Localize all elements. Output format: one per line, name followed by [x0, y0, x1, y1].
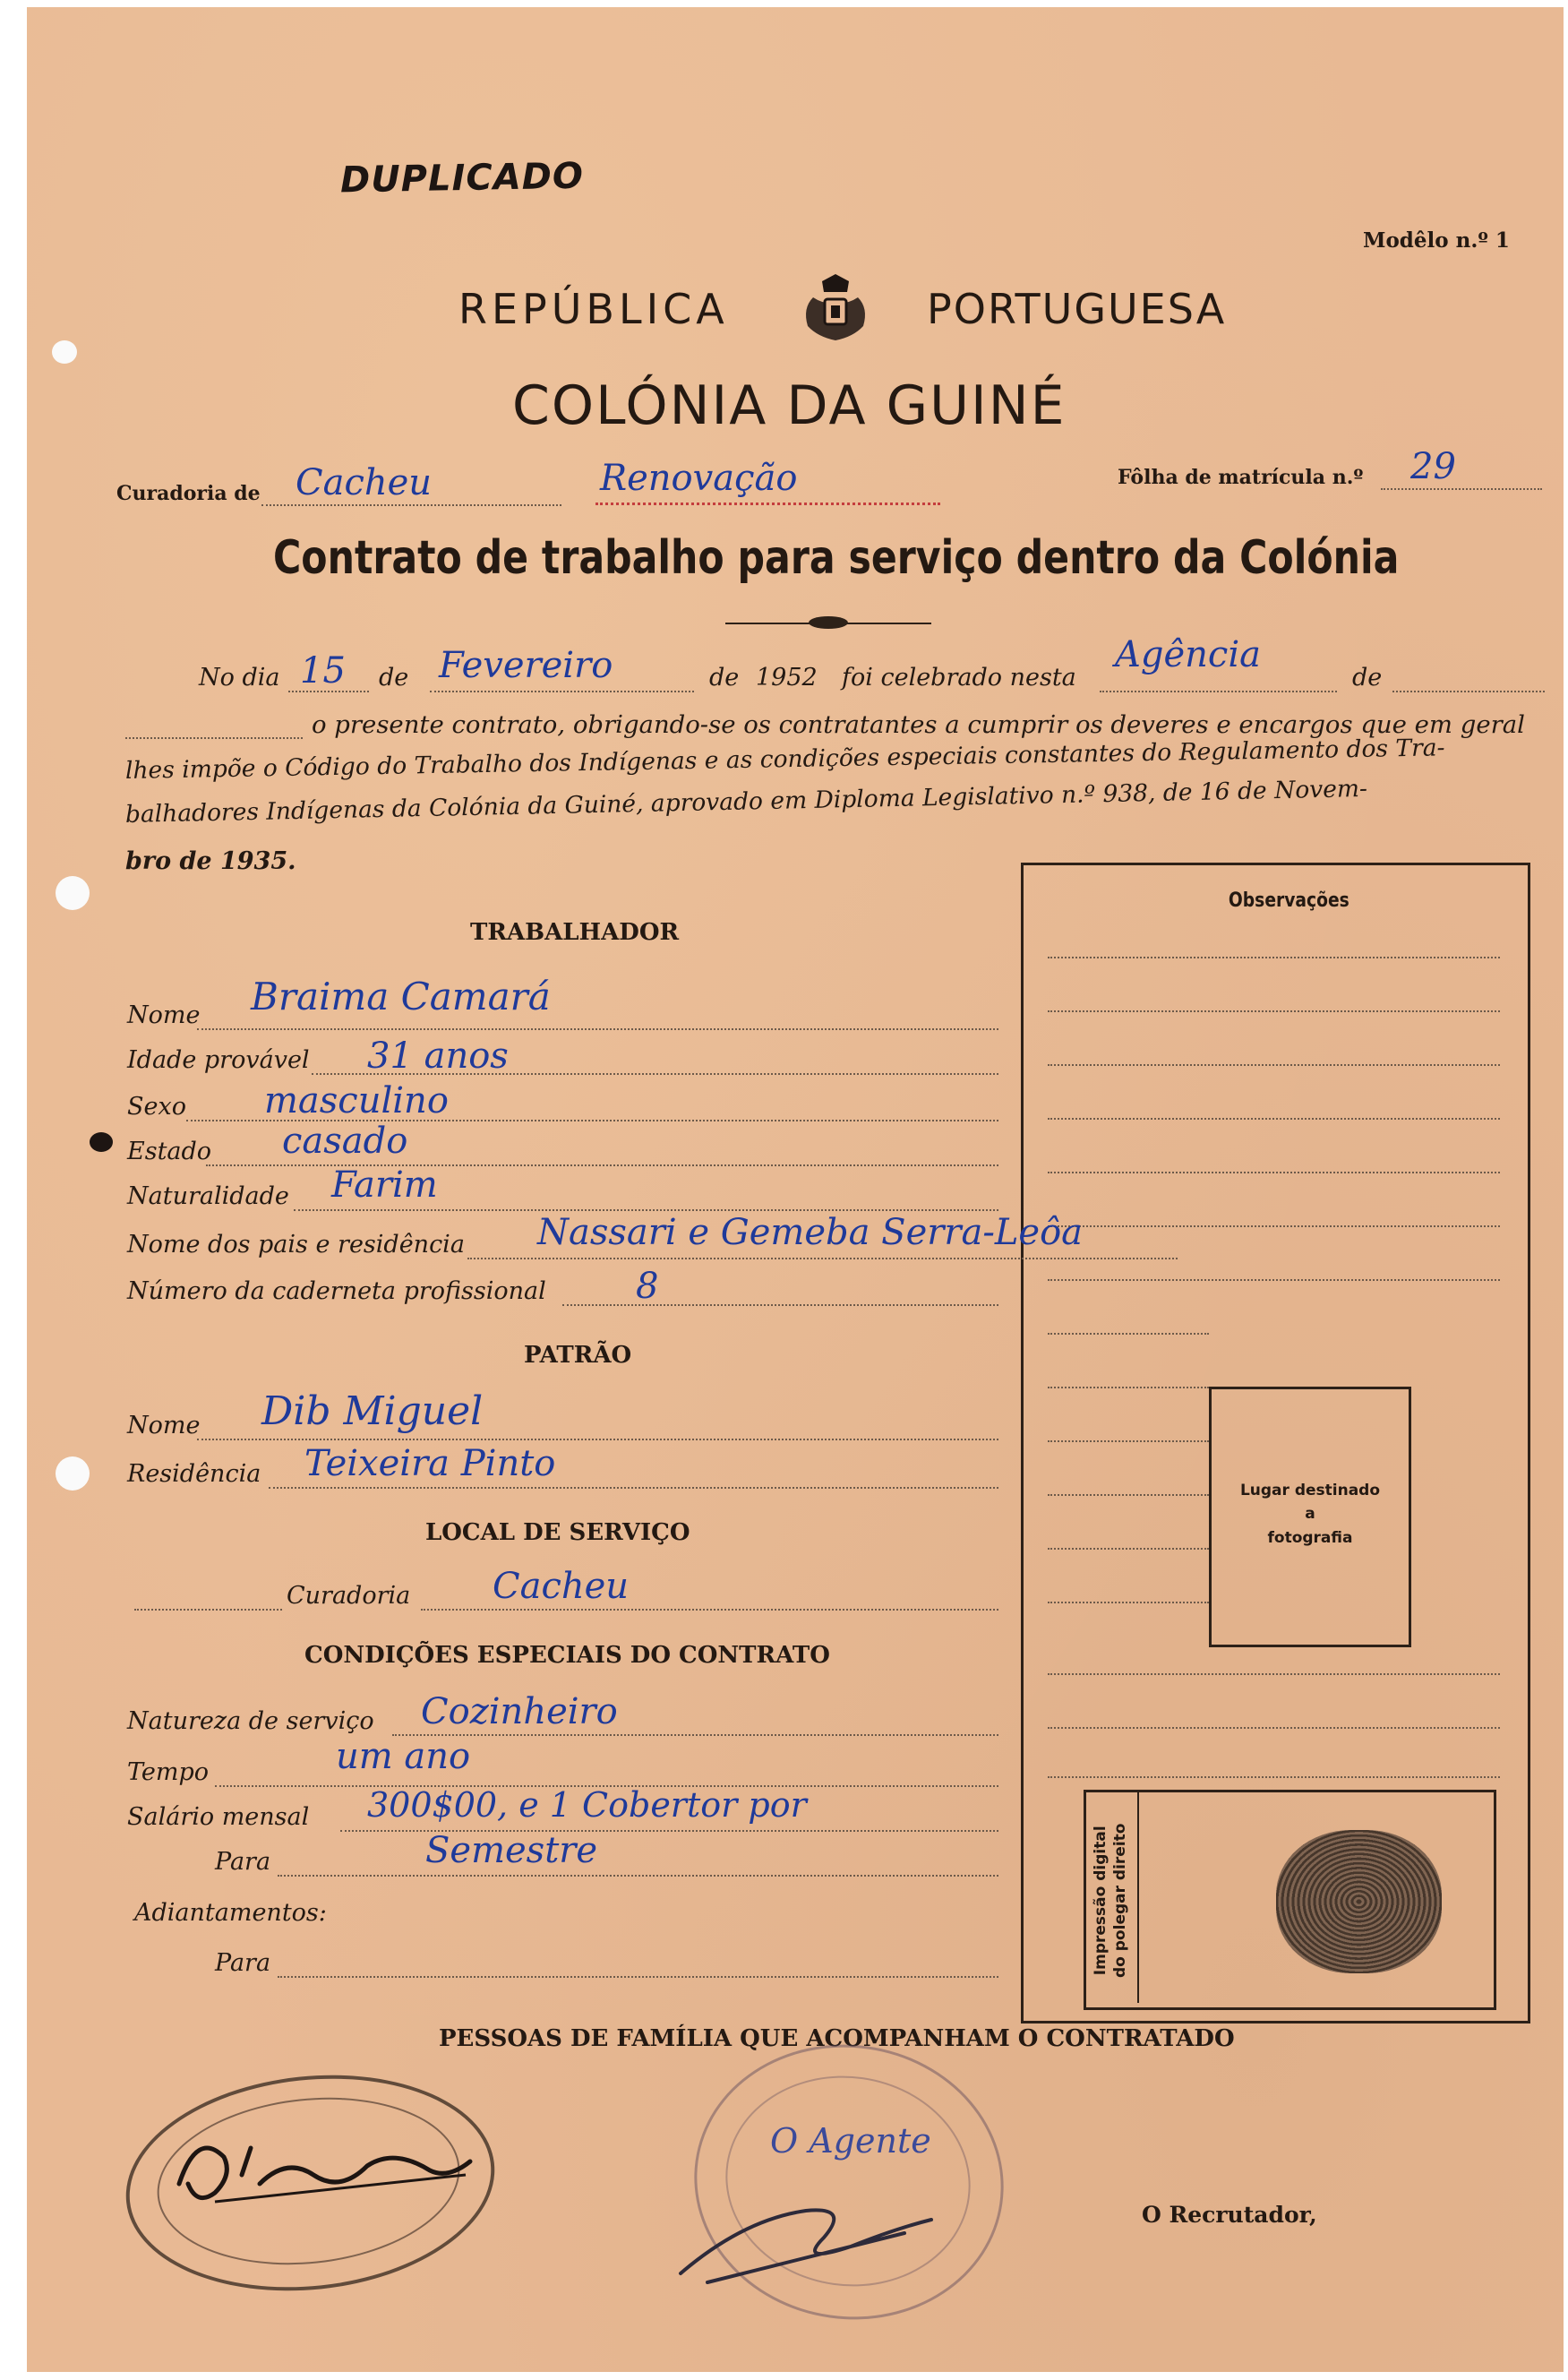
photo-label-2: a	[1305, 1505, 1315, 1524]
obs-line	[1048, 1010, 1500, 1012]
punch-hole	[56, 876, 90, 910]
tempo-value: um ano	[336, 1736, 471, 1777]
worker-name-dotline	[197, 1028, 998, 1030]
worker-parents-dotline	[467, 1258, 1178, 1259]
employer-residence-dotline	[269, 1487, 998, 1489]
coat-of-arms-icon	[795, 272, 876, 344]
contract-title: Contrato de trabalho para serviço dentro da Colónia	[273, 531, 1400, 585]
para1-dotline	[278, 1875, 998, 1877]
worker-parents-value: Nassari e Gemeba Serra-Leôa	[537, 1212, 1084, 1253]
duplicado-stamp: DUPLICADO	[339, 155, 585, 202]
thumbprint-label-1: Impressão digital	[1092, 1826, 1110, 1976]
employer-name-label: Nome	[127, 1412, 201, 1439]
salario-value: 300$00, e 1 Cobertor por	[367, 1785, 807, 1825]
employer-residence-value: Teixeira Pinto	[304, 1443, 556, 1484]
intro-day: 15	[300, 650, 346, 692]
obs-line	[1048, 1118, 1500, 1120]
employer-name-dotline	[197, 1439, 998, 1440]
trabalhador-heading: TRABALHADOR	[470, 919, 680, 946]
photo-box	[1209, 1387, 1411, 1647]
worker-birthplace-label: Naturalidade	[127, 1182, 289, 1210]
intro-foi: foi celebrado nesta	[842, 664, 1076, 692]
line2-dotline	[125, 737, 303, 739]
employer-name-value: Dib Miguel	[261, 1388, 484, 1434]
intro-de2: de	[709, 664, 740, 692]
obs-line	[1048, 1548, 1209, 1550]
obs-line	[1048, 1776, 1500, 1778]
obs-line	[1048, 1494, 1209, 1496]
worker-caderneta-dotline	[562, 1304, 998, 1306]
thumbprint-label-2: do polegar direito	[1111, 1823, 1130, 1978]
natureza-label: Natureza de serviço	[127, 1707, 374, 1735]
renovacao-underline	[595, 503, 940, 505]
thumbprint-mark	[1276, 1830, 1442, 1973]
para2-dotline	[278, 1976, 998, 1978]
obs-line	[1048, 1387, 1209, 1388]
model-number: Modêlo n.º 1	[1363, 228, 1510, 253]
worker-age-value: 31 anos	[367, 1035, 509, 1077]
worker-sex-value: masculino	[264, 1080, 449, 1121]
employer-signature	[161, 2121, 484, 2229]
obs-line	[1048, 1225, 1500, 1227]
obs-line	[1048, 1333, 1209, 1335]
intro-no-dia: No dia	[199, 664, 280, 692]
familia-heading: PESSOAS DE FAMÍLIA QUE ACOMPANHAM O CONTRATADO	[439, 2025, 1235, 2052]
condicoes-heading: CONDIÇÕES ESPECIAIS DO CONTRATO	[304, 1642, 830, 1669]
patrao-heading: PATRÃO	[524, 1342, 632, 1369]
obs-line	[1048, 1279, 1500, 1281]
agente-signature-label: O Agente	[770, 2121, 931, 2161]
thumbprint-label	[1091, 1824, 1130, 1978]
place-dotline	[1100, 691, 1337, 692]
folha-value: 29	[1410, 446, 1456, 487]
intro-de3: de	[1352, 664, 1383, 692]
photo-label-1: Lugar destinado	[1239, 1482, 1381, 1499]
para1-value: Semestre	[425, 1830, 598, 1871]
para2-label: Para	[215, 1949, 271, 1977]
local-pre-dotline	[134, 1609, 282, 1611]
agente-signature	[672, 2184, 940, 2291]
worker-sex-label: Sexo	[127, 1093, 186, 1121]
worker-age-label: Idade provável	[127, 1046, 310, 1074]
tempo-label: Tempo	[127, 1758, 210, 1786]
republica-right-text: PORTUGUESA	[927, 285, 1227, 333]
worker-birthplace-dotline	[294, 1209, 998, 1211]
folha-dotline	[1381, 488, 1542, 490]
obs-line	[1048, 957, 1500, 958]
intro-line5: bro de 1935.	[125, 847, 296, 875]
intro-de1: de	[379, 664, 409, 692]
local-curadoria-value: Cacheu	[493, 1566, 630, 1607]
photo-label-3: fotografia	[1267, 1528, 1353, 1547]
thumbprint-divider	[1137, 1791, 1139, 2003]
obs-line	[1048, 1673, 1500, 1675]
recrutador-label: O Recrutador,	[1142, 2202, 1317, 2228]
republica-left-text: REPÚBLICA	[458, 285, 729, 333]
worker-state-dotline	[206, 1164, 998, 1166]
employer-residence-label: Residência	[127, 1460, 261, 1488]
local-heading: LOCAL DE SERVIÇO	[425, 1519, 690, 1546]
worker-name-label: Nome	[127, 1001, 201, 1029]
worker-state-label: Estado	[127, 1138, 212, 1165]
intro-place: Agência	[1115, 634, 1261, 675]
obs-line	[1048, 1440, 1209, 1442]
punch-hole	[56, 1456, 90, 1491]
worker-birthplace-value: Farim	[331, 1164, 438, 1206]
title-ornament-center	[809, 616, 848, 629]
intro-line3: lhes impõe o Código do Trabalho dos Indígenas e as condições especiais constantes do Regulamento dos Tra-	[124, 734, 1445, 785]
adiantamentos-label: Adiantamentos:	[134, 1899, 327, 1927]
intro-line4: balhadores Indígenas da Colónia da Guiné, aprovado em Diploma Legislativo n.º 938, de 16 de Novem-	[124, 774, 1368, 829]
natureza-dotline	[392, 1734, 998, 1736]
obs-line	[1048, 1064, 1500, 1066]
intro-line2: o presente contrato, obrigando-se os contratantes a cumprir os deveres e encargos que em geral	[312, 710, 1525, 739]
obs-line	[1048, 1172, 1500, 1173]
observacoes-heading: Observações	[1228, 889, 1350, 912]
worker-state-value: casado	[282, 1121, 408, 1162]
month-dotline	[430, 691, 694, 692]
curadoria-dotline	[261, 504, 561, 506]
obs-line	[1048, 1602, 1209, 1603]
para1-label: Para	[215, 1848, 271, 1876]
worker-caderneta-value: 8	[636, 1266, 659, 1307]
local-curadoria-label: Curadoria	[287, 1582, 411, 1610]
worker-parents-label: Nome dos pais e residência	[127, 1231, 465, 1259]
punch-hole	[52, 340, 77, 364]
punch-hole	[90, 1132, 113, 1152]
natureza-value: Cozinheiro	[421, 1691, 618, 1732]
document-sheet	[27, 7, 1564, 2372]
intro-year: 1952	[756, 664, 818, 692]
worker-caderneta-label: Número da caderneta profissional	[127, 1277, 546, 1305]
de3-dotline	[1392, 691, 1545, 692]
curadoria-value: Cacheu	[296, 462, 433, 503]
folha-label: Fôlha de matrícula n.º	[1118, 466, 1364, 489]
worker-name-value: Braima Camará	[251, 975, 551, 1018]
local-curadoria-dotline	[421, 1609, 998, 1611]
obs-line	[1048, 1727, 1500, 1729]
salario-label: Salário mensal	[127, 1803, 310, 1831]
curadoria-label: Curadoria de	[116, 482, 261, 505]
intro-month: Fevereiro	[439, 645, 613, 686]
renovacao-annotation: Renovação	[600, 458, 798, 499]
colony-title: COLÓNIA DA GUINÉ	[512, 374, 1067, 437]
